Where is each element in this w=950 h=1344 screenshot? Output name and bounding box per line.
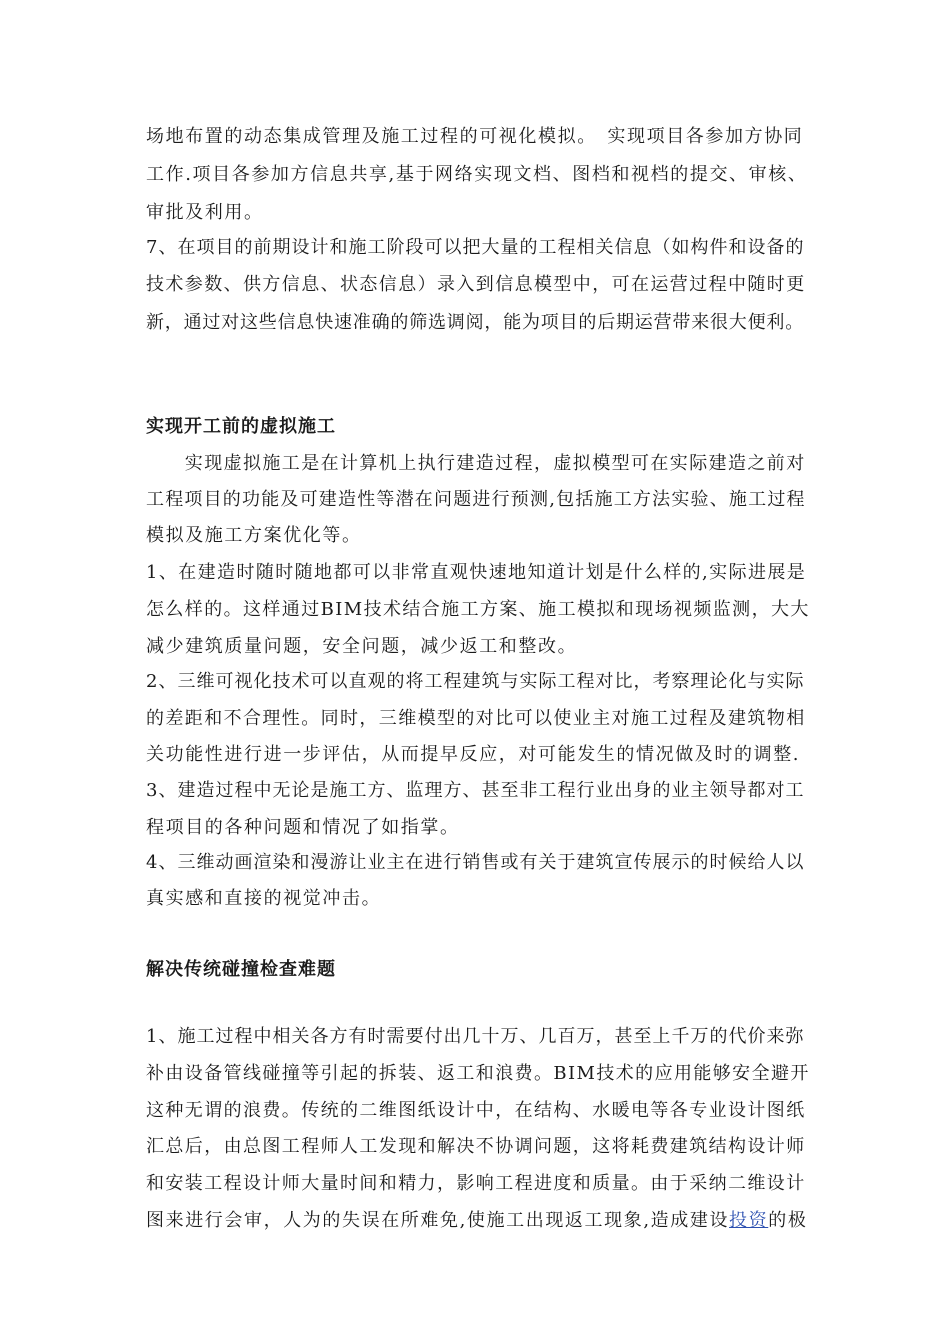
paragraph-line: 和安装工程设计师大量时间和精力，影响工程进度和质量。由于采纳二维设计: [146, 1173, 806, 1194]
paragraph-line: 实现虚拟施工是在计算机上执行建造过程，虚拟模型可在实际建造之前对: [146, 453, 806, 474]
paragraph-line: 1、施工过程中相关各方有时需要付出几十万、几百万，甚至上千万的代价来弥: [146, 1026, 805, 1047]
paragraph-line: 补由设备管线碰撞等引起的拆装、返工和浪费。BIM技术的应用能够安全避开: [146, 1063, 810, 1084]
paragraph-line: 3、建造过程中无论是施工方、监理方、甚至非工程行业出身的业主领导都对工: [146, 780, 805, 801]
line-text: 的极: [768, 1210, 808, 1231]
paragraph-line: 程项目的各种问题和情况了如指掌。: [146, 817, 460, 838]
paragraph-line: [146, 1209, 810, 1233]
paragraph-line: 工作.项目各参加方信息共享,基于网络实现文档、图档和视档的提交、审核、: [146, 164, 808, 185]
section-heading-collision-check: 解决传统碰撞检查难题: [146, 959, 336, 980]
paragraph-line: 减少建筑质量问题，安全问题，减少返工和整改。: [146, 636, 578, 657]
paragraph-line: 的差距和不合理性。同时，三维模型的对比可以使业主对施工过程及建筑物相: [146, 708, 806, 729]
section-heading-virtual-construction: 实现开工前的虚拟施工: [146, 416, 336, 437]
paragraph-line: 1、在建造时随时随地都可以非常直观快速地知道计划是什么样的,实际进展是: [146, 562, 807, 583]
paragraph-line: 这种无谓的浪费。传统的二维图纸设计中，在结构、水暖电等各专业设计图纸: [146, 1100, 806, 1121]
paragraph-line: 怎么样的。这样通过BIM技术结合施工方案、施工模拟和现场视频监测，大大: [146, 599, 810, 620]
paragraph-line: 新，通过对这些信息快速准确的筛选调阅，能为项目的后期运营带来很大便利。: [146, 312, 804, 333]
paragraph-line: 汇总后，由总图工程师人工发现和解决不协调问题，这将耗费建筑结构设计师: [146, 1136, 806, 1157]
paragraph-line: 真实感和直接的视觉冲击。: [146, 888, 382, 909]
paragraph-line: 7、在项目的前期设计和施工阶段可以把大量的工程相关信息（如构件和设备的: [146, 237, 805, 258]
paragraph-line: 关功能性进行进一步评估，从而提早反应，对可能发生的情况做及时的调整.: [146, 744, 801, 765]
paragraph-line: 工程项目的功能及可建造性等潜在问题进行预测,包括施工方法实验、施工过程: [146, 489, 806, 510]
paragraph-line: 场地布置的动态集成管理及施工过程的可视化模拟。 实现项目各参加方协同: [146, 126, 804, 147]
paragraph-line: 2、三维可视化技术可以直观的将工程建筑与实际工程对比，考察理论化与实际: [146, 671, 805, 692]
paragraph-line: 审批及利用。: [146, 202, 264, 223]
paragraph-line: 模拟及施工方案优化等。: [146, 525, 362, 546]
line-text: 图来进行会审，人为的失误在所难免,使施工出现返工现象,造成建设: [146, 1210, 730, 1231]
paragraph-line: 技术参数、供方信息、状态信息）录入到信息模型中，可在运营过程中随时更: [146, 274, 806, 295]
investment-link[interactable]: 投资: [729, 1210, 769, 1231]
paragraph-line: 4、三维动画渲染和漫游让业主在进行销售或有关于建筑宣传展示的时候给人以: [146, 852, 805, 873]
